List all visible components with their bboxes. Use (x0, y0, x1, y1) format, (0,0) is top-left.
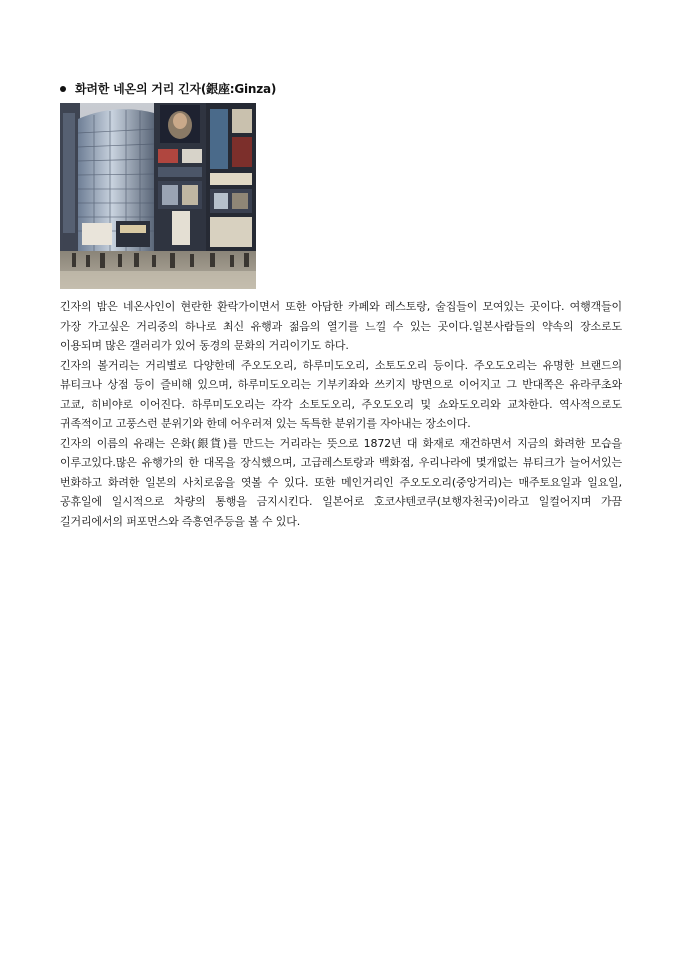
section-heading (60, 80, 276, 97)
section-heading-text: 화려한 네온의 거리 긴자(銀座:Ginza) (75, 82, 277, 96)
article-body (60, 297, 622, 531)
paragraph: 긴자의 밤은 네온사인이 현란한 환락가이면서 또한 아담한 카페와 레스토랑, 술집들이 모여있는 곳이다. 여행객들이 가장 가고싶은 거리중의 하나로 최신 유행과 젊음의 열기를 느낄 수 있는 곳이다.일본사람들의 약속의 장소로도 이용되며 많은 갤러리가 있어 동경의 문화의 거리이기도 하다. (60, 300, 622, 352)
paragraph: 긴자의 이름의 유래는 은화(銀貨)를 만드는 거리라는 뜻으로 1872년 대 화재로 재건하면서 지금의 화려한 모습을 이루고있다.많은 유행가의 한 대목을 장식했으며, 고급레스토랑과 백화점, 우리나라에 몇개없는 뷰티크가 늘어서있는 번화하고 화려한 일본의 사치로움을 엿볼 수 있다. 또한 메인거리인 주오도오리(중앙거리)는 매주토요일과 일요일, 공휴일에 일시적으로 차량의 통행을 금지시킨다. 일본어로 호코샤텐코쿠(보행자천국)이라고 일컬어지며 가끔 길거리에서의 퍼포먼스와 즉흥연주등을 볼 수 있다. (60, 436, 622, 528)
paragraph: 긴자의 볼거리는 거리별로 다양한데 주오도오리, 하루미도오리, 소토도오리 등이다. 주오도오리는 유명한 브랜드의 뷰티크나 상점 등이 즐비해 있으며, 하루미도오리는 기부키좌와 쓰키지 방면으로 이어지고 그 반대쪽은 유라쿠초와 고쿄, 히비야로 이어진다. 하루미도오리는 각각 소토도오리, 주오도오리 및 쇼와도오리와 교차한다. 역사적으로도 귀족적이고 고풍스런 분위기와 한데 어우러져 있는 독특한 분위기를 자아내는 장소이다. (60, 358, 622, 430)
bullet-icon (60, 86, 66, 92)
ginza-street-photo (60, 103, 256, 289)
